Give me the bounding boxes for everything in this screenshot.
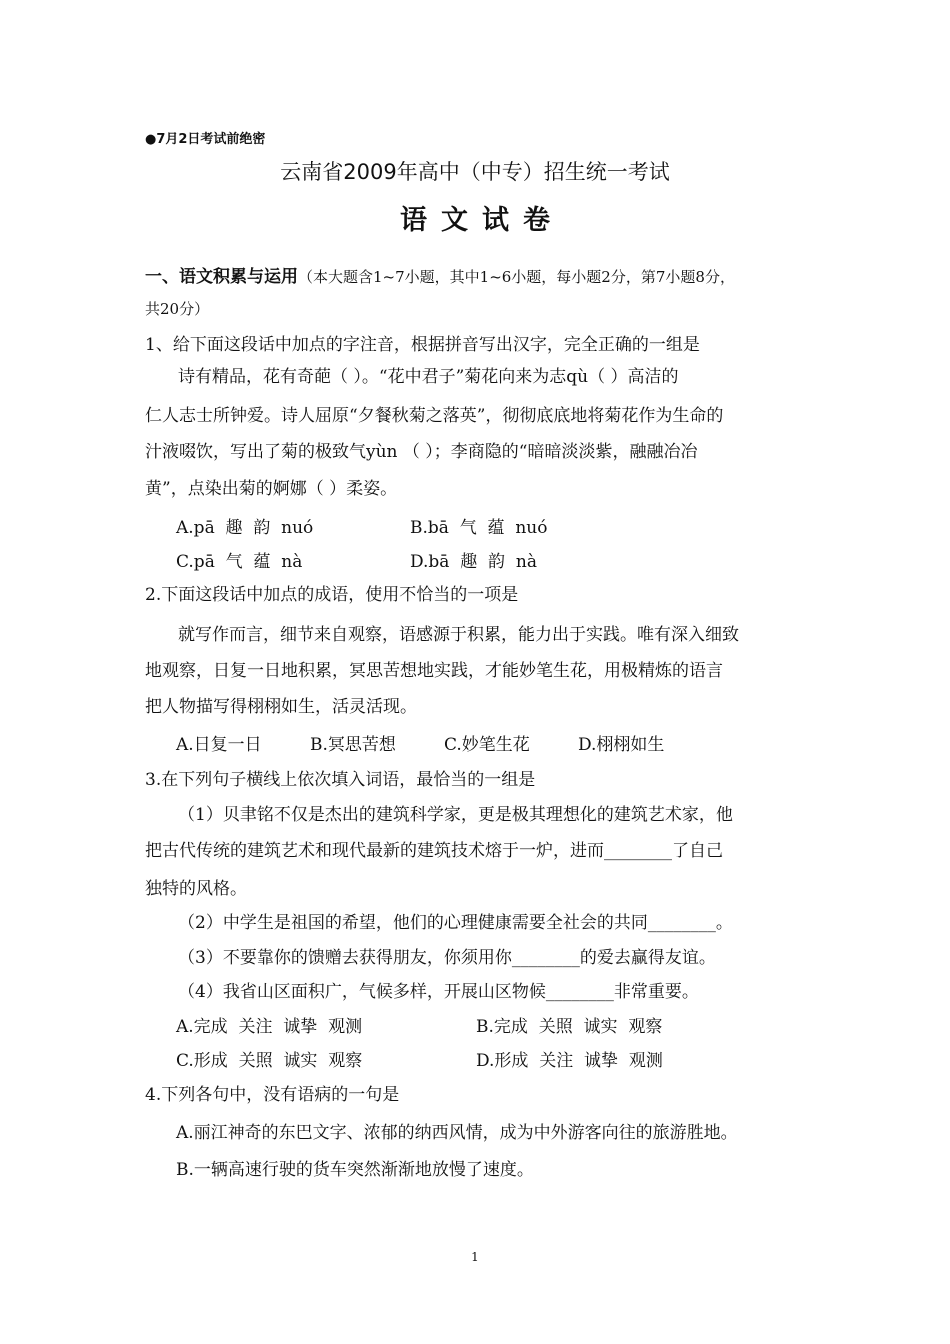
question-4-option-a: A.丽江神奇的东巴文字、浓郁的纳西风情，成为中外游客向往的旅游胜地。: [176, 1123, 738, 1143]
question-3-line: （2）中学生是祖国的希望，他们的心理健康需要全社会的共同________。: [178, 913, 733, 933]
question-1-option-c: C.pā 气 蕴 nà: [176, 552, 303, 572]
question-4-stem: 4.下列各句中，没有语病的一句是: [145, 1085, 400, 1105]
question-3-line: （4）我省山区面积广，气候多样，开展山区物候________非常重要。: [178, 982, 699, 1002]
question-3-line: 独特的风格。: [145, 879, 247, 899]
question-2-option-a: A.日复一日: [176, 735, 262, 755]
page-number: 1: [471, 1250, 479, 1264]
question-2-passage-line: 地观察，日复一日地积累，冥思苦想地实践，才能妙笔生花，用极精炼的语言: [145, 661, 723, 681]
question-1-option-b: B.bā 气 蕴 nuó: [410, 518, 548, 538]
question-3-option-d: D.形成 关注 诚挚 观测: [476, 1051, 663, 1071]
section-note-cont: 共20分）: [145, 300, 210, 318]
question-2-passage-line: 就写作而言，细节来自观察，语感源于积累，能力出于实践。唯有深入细致: [178, 625, 739, 645]
exam-subtitle: 语文试卷: [400, 205, 564, 236]
question-3-option-c: C.形成 关照 诚实 观察: [176, 1051, 363, 1071]
question-1-option-d: D.bā 趣 韵 nà: [410, 552, 537, 572]
question-2-option-d: D.栩栩如生: [578, 735, 665, 755]
question-1-passage-line: 诗有精品，花有奇葩（ ）。“花中君子”菊花向来为志qù（ ）高洁的: [178, 367, 679, 387]
question-2-stem: 2.下面这段话中加点的成语，使用不恰当的一项是: [145, 585, 519, 605]
section-note: （本大题含1~7小题，其中1~6小题，每小题2分，第7小题8分，: [298, 268, 735, 286]
question-2-option-c: C.妙笔生花: [444, 735, 530, 755]
question-4-option-b: B.一辆高速行驶的货车突然渐渐地放慢了速度。: [176, 1160, 534, 1180]
section-title: 一、语文积累与运用: [145, 267, 298, 287]
question-1-stem: 1、给下面这段话中加点的字注音，根据拼音写出汉字，完全正确的一组是: [145, 335, 700, 355]
question-3-option-a: A.完成 关注 诚挚 观测: [176, 1017, 363, 1037]
question-3-stem: 3.在下列句子横线上依次填入词语，最恰当的一组是: [145, 770, 536, 790]
question-1-passage-line: 汁液啜饮，写出了菊的极致气yùn （ ）；李商隐的“暗暗淡淡紫，融融冶冶: [145, 442, 698, 462]
exam-title: 云南省2009年高中（中专）招生统一考试: [280, 160, 670, 184]
question-1-option-a: A.pā 趣 韵 nuó: [176, 518, 314, 538]
question-2-passage-line: 把人物描写得栩栩如生，活灵活现。: [145, 697, 417, 717]
question-3-option-b: B.完成 关照 诚实 观察: [476, 1017, 663, 1037]
question-1-passage-line: 仁人志士所钟爱。诗人屈原“夕餐秋菊之落英”，彻彻底底地将菊花作为生命的: [145, 406, 724, 426]
question-2-option-b: B.冥思苦想: [310, 735, 396, 755]
confidential-notice: ●7月2日考试前绝密: [145, 132, 266, 147]
question-3-line: 把古代传统的建筑艺术和现代最新的建筑技术熔于一炉，进而________了自己: [145, 841, 723, 861]
question-1-passage-line: 黄”，点染出菊的婀娜（ ）柔姿。: [145, 479, 398, 499]
question-3-line: （1）贝聿铭不仅是杰出的建筑科学家，更是极其理想化的建筑艺术家，他: [178, 805, 733, 825]
question-3-line: （3）不要靠你的馈赠去获得朋友，你须用你________的爱去赢得友谊。: [178, 948, 716, 968]
section-heading: [145, 262, 735, 287]
